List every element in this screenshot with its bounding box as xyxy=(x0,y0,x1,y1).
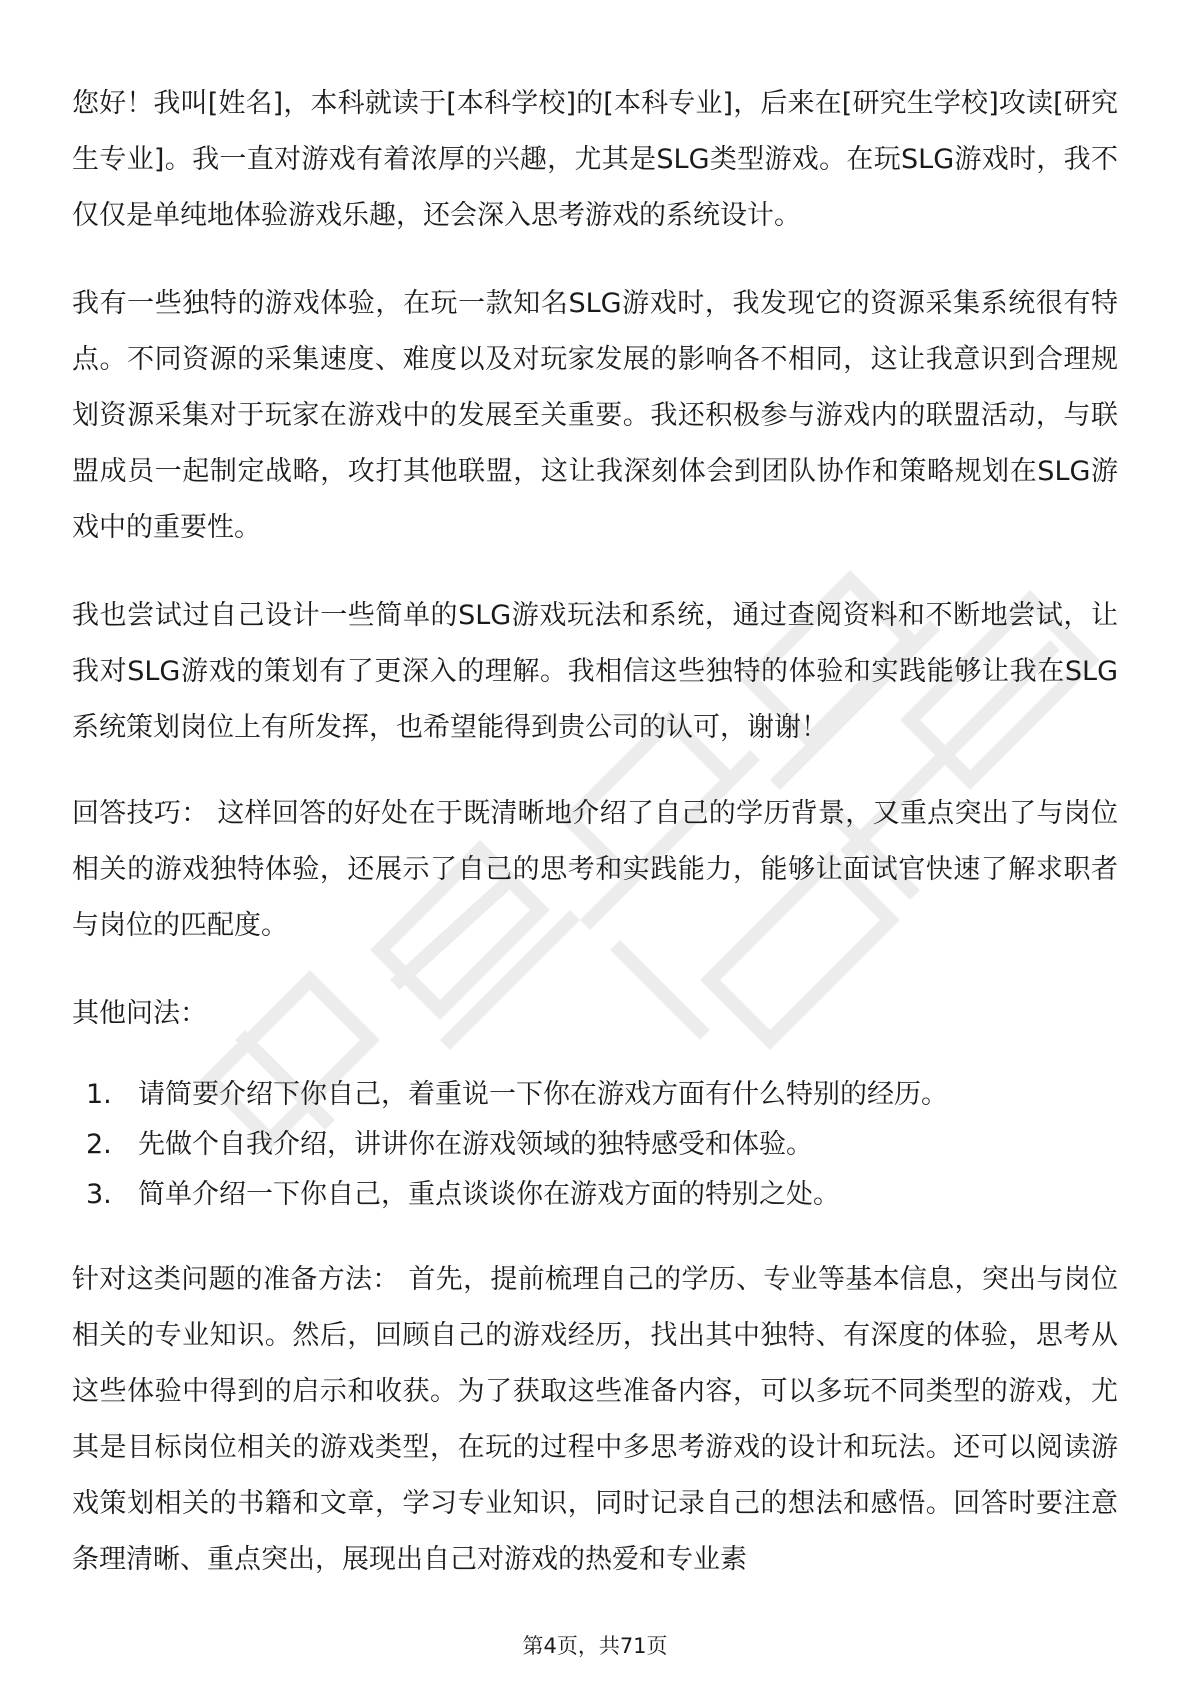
tips-paragraph: 回答技巧： 这样回答的好处在于既清晰地介绍了自己的学历背景，又重点突出了与岗位相关的游戏独特体验，还展示了自己的思考和实践能力，能够让面试官快速了解求职者与岗位的匹配度。 xyxy=(72,798,1118,941)
list-item-number: 1. xyxy=(86,1079,112,1110)
list-item xyxy=(72,1120,1118,1170)
practice-paragraph: 我也尝试过自己设计一些简单的SLG游戏玩法和系统，通过查阅资料和不断地尝试，让我对SLG游戏的策划有了更深入的理解。我相信这些独特的体验和实践能够让我在SLG系统策划岗位上有所发挥，也希望能得到贵公司的认可，谢谢！ xyxy=(72,600,1118,743)
intro-paragraph: 您好！我叫[姓名]，本科就读于[本科学校]的[本科专业]，后来在[研究生学校]攻读[研究生专业]。我一直对游戏有着浓厚的兴趣，尤其是SLG类型游戏。在玩SLG游戏时，我不仅仅是单纯地体验游戏乐趣，还会深入思考游戏的系统设计。 xyxy=(72,88,1118,231)
list-item xyxy=(72,1170,1118,1220)
list-item-text: 简单介绍一下你自己，重点谈谈你在游戏方面的特别之处。 xyxy=(138,1179,840,1210)
other-questions-heading: 其他问法： xyxy=(72,998,207,1029)
list-item xyxy=(72,1070,1118,1120)
experience-paragraph: 我有一些独特的游戏体验，在玩一款知名SLG游戏时，我发现它的资源采集系统很有特点。不同资源的采集速度、难度以及对玩家发展的影响各不相同，这让我意识到合理规划资源采集对于玩家在游戏中的发展至关重要。我还积极参与游戏内的联盟活动，与联盟成员一起制定战略，攻打其他联盟，这让我深刻体会到团队协作和策略规划在SLG游戏中的重要性。 xyxy=(72,288,1118,543)
list-item-text: 请简要介绍下你自己，着重说一下你在游戏方面有什么特别的经历。 xyxy=(138,1079,948,1110)
list-item-number: 3. xyxy=(86,1179,112,1210)
prep-paragraph: 针对这类问题的准备方法： 首先，提前梳理自己的学历、专业等基本信息，突出与岗位相关的专业知识。然后，回顾自己的游戏经历，找出其中独特、有深度的体验，思考从这些体验中得到的启示和收获。为了获取这些准备内容，可以多玩不同类型的游戏，尤其是目标岗位相关的游戏类型，在玩的过程中多思考游戏的设计和玩法。还可以阅读游戏策划相关的书籍和文章，学习专业知识，同时记录自己的想法和感悟。回答时要注意条理清晰、重点突出，展现出自己对游戏的热爱和专业素 xyxy=(72,1264,1118,1575)
list-item-text: 先做个自我介绍，讲讲你在游戏领域的独特感受和体验。 xyxy=(138,1129,813,1160)
document-body xyxy=(72,76,1118,1588)
other-questions-list xyxy=(72,1070,1118,1220)
page-footer: 第4页，共71页 xyxy=(522,1634,668,1658)
list-item-number: 2. xyxy=(86,1129,112,1160)
